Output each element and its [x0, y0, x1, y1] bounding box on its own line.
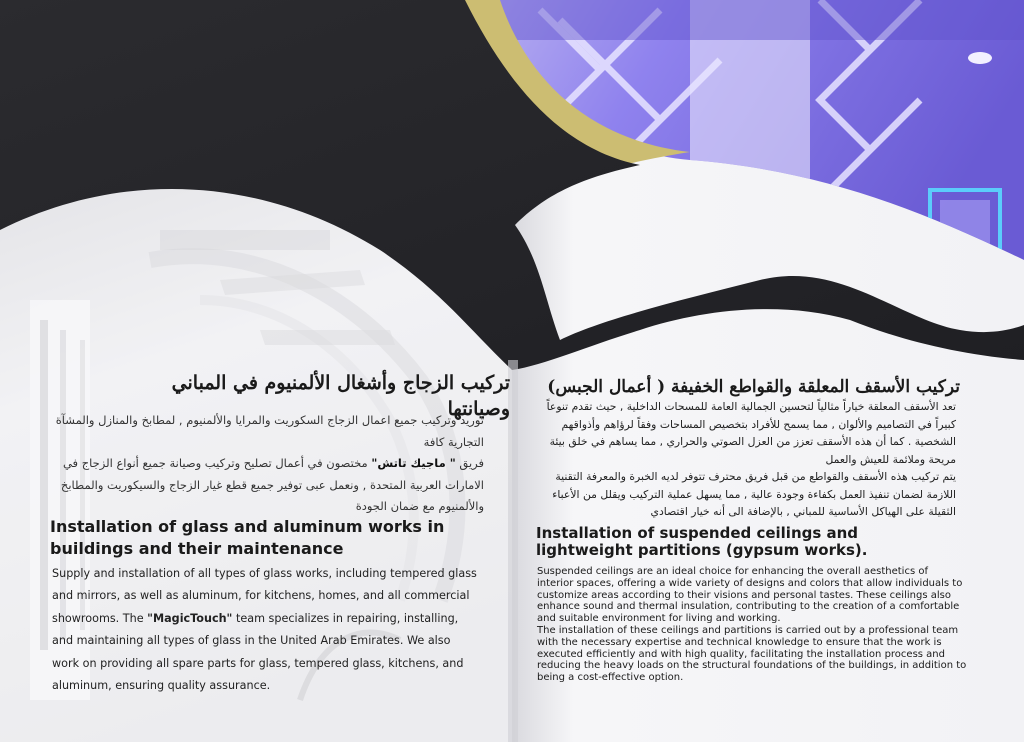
right-english-paragraph-1: Suspended ceilings are an ideal choice for enhancing the overall aesthetics of interior spaces, offering a wide variety of designs and colors that allow individuals to customize areas according to their visions and personal tastes. These ceilings also enhance sound and thermal insulation, contributing to the creation of a comfortable and suitable environment for living and working.: [537, 566, 963, 625]
left-arabic-body: [44, 410, 484, 518]
left-arabic-title: تركيب الزجاج وأشغال الألمنيوم في المباني وصيانتها: [171, 372, 510, 420]
left-english-title: Installation of glass and aluminum works in buildings and their maintenance: [50, 517, 445, 558]
left-arabic-paragraph-2-text: مختصون في أعمال تصليح وتركيب وصيانة جميع أنواع الزجاج في الامارات العربية المتحدة , ونعمل عبى توفير جميع قطع غيار الزجاج والسيكوريت والمطابخ والألمنيوم مع ضمان الجودة: [60, 456, 484, 513]
left-arabic-team-label: فريق: [459, 456, 484, 470]
right-english-title: Installation of suspended ceilings and lightweight partitions (gypsum works).: [536, 524, 868, 559]
left-arabic-brand-name: " ماجيك تاتش": [371, 456, 456, 470]
right-english-body: [537, 566, 967, 684]
right-arabic-title: تركيب الأسقف المعلقة والقواطع الخفيفة ( أعمال الجبس): [547, 377, 960, 397]
left-english-body-end: team specializes in repairing, installing, and maintaining all types of glass in the United Arab Emirates. We also work on providing all spare parts for glass, tempered glass, kitchens, and aluminum, ensuring quality assurance.: [52, 611, 464, 693]
left-english-body-start: Supply and installation of all types of glass works, including tempered glass and mirrors, as well as aluminum, for kitchens, homes, and all commercial showrooms. The: [52, 567, 477, 625]
right-arabic-paragraph-2: يتم تركيب هذه الأسقف والقواطع من قبل فريق محترف تتوفر لديه الخبرة والمعرفة التقنية اللازمة لضمان تنفيذ العمل بكفاءة وجودة عالية , مما يسهل عملية التركيب ويقلل من الأعباء الثقيلة على الهياكل الأساسية للمباني , بالإضافة الى أنه خيار اقتصادي: [552, 470, 956, 518]
right-arabic-paragraph-1: تعد الأسقف المعلقة خياراً مثالياً لتحسين الجمالية العامة للمسحات الداخلية , حيث تقدم تنوعاً كبيراً في التصاميم والألوان , مما يسمح للأفراد بتخصيص المساحات وفقاً لرؤاهم وأذواقهم الشخصية . كما أن هذه الأسقف تعزز من العزل الصوتي والحراري , مما يساهم في خلق بيئة مريحة وملائمة للعيش والعمل: [546, 400, 956, 466]
left-arabic-paragraph-2: [44, 453, 484, 518]
right-arabic-body: [536, 398, 956, 521]
left-english-brand-name: "MagicTouch": [147, 611, 233, 625]
left-english-body: [52, 563, 477, 697]
left-arabic-paragraph-1: توريد وتركيب جميع اعمال الزجاج السكوريت والمرايا والألمنيوم , لمطابخ والمنازل والمشآة التجارية كافة: [55, 413, 484, 449]
right-english-paragraph-2: The installation of these ceilings and partitions is carried out by a professional team with the necessary expertise and technical knowledge to ensure that the work is executed efficiently and with high quality, facilitating the installation process and reducing the heavy loads on the structural foundations of the buildings, in addition to being a cost-effective option.: [537, 624, 967, 684]
